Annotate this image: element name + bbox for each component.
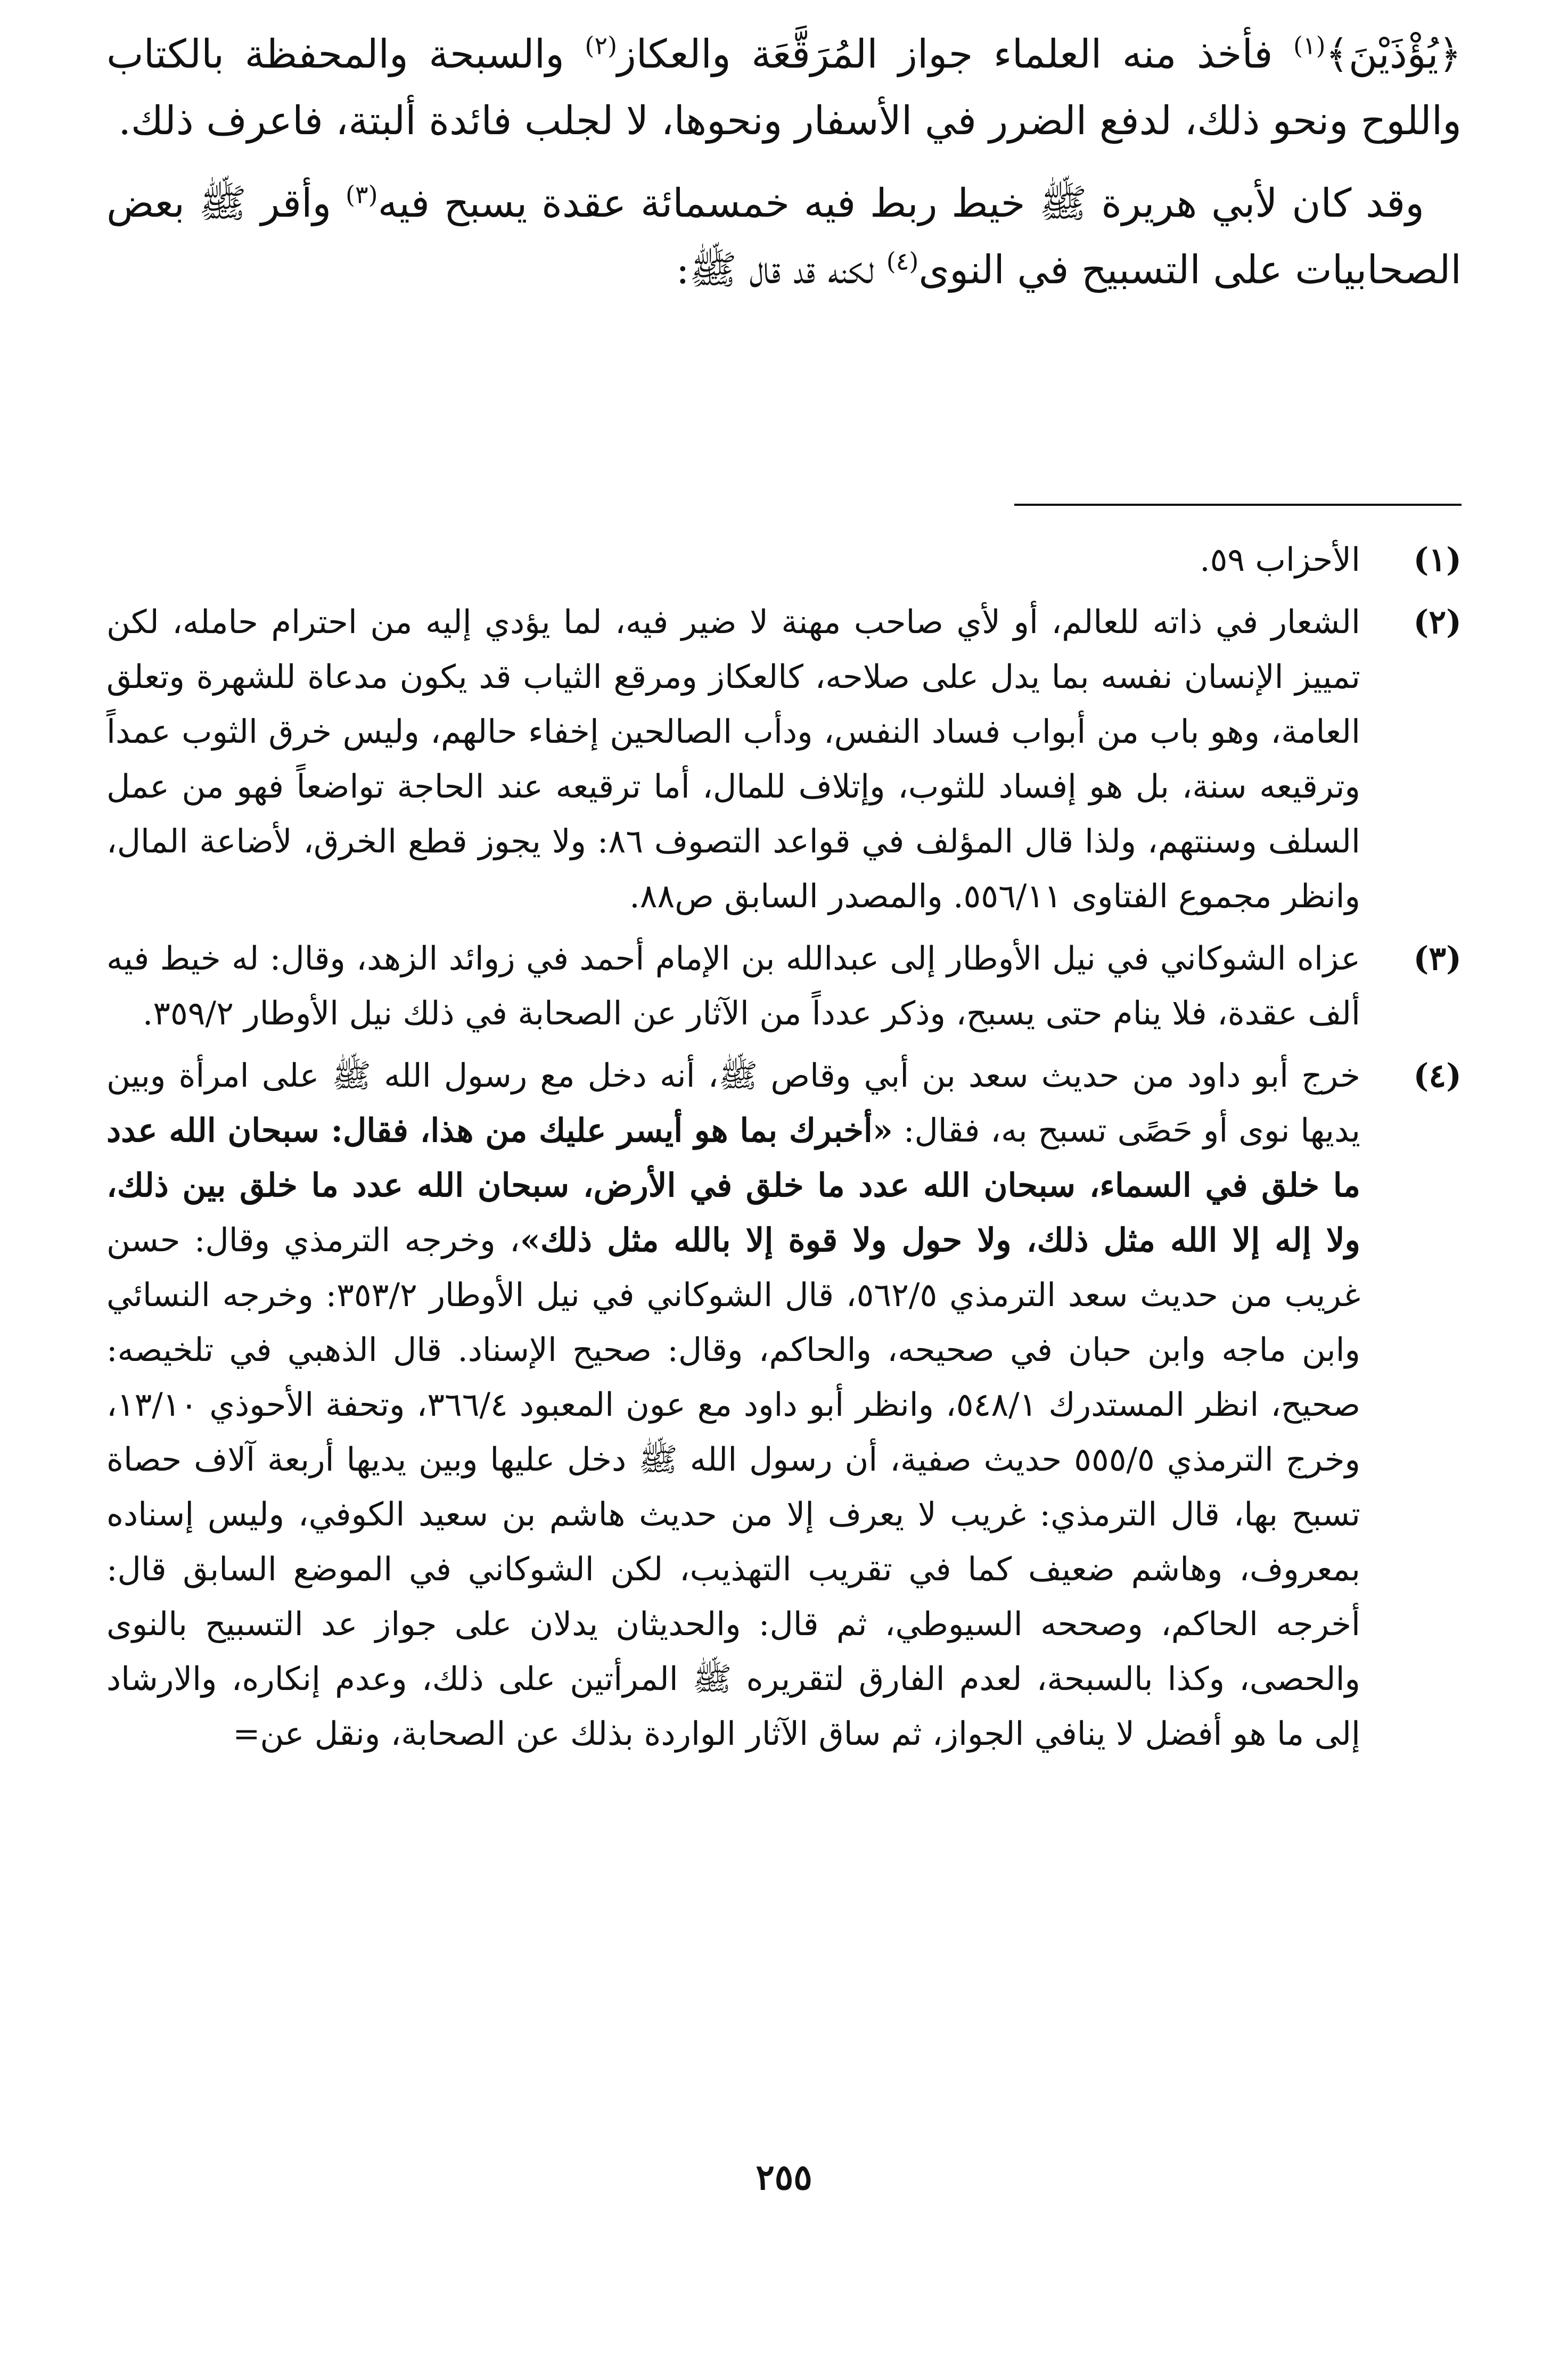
footnote-text-part: ، وخرجه الترمذي وقال: حسن غريب من حديث سعد الترمذي ٥٦٢/٥، قال الشوكاني في نيل الأوطار ٣٥٣/٢: وخرجه النسائي وابن ماجه وابن حبان في صحيحه، والحاكم، وقال: صحيح الإسناد. قال الذهبي في تلخيصه: صحيح، انظر المستدرك ٥٤٨/١، وانظر أبو داود مع عون المعبود ٣٦٦/٤، وتحفة الأحوذي ١٣/١٠، وخرج الترمذي ٥٥٥/٥ حديث صفية، أن رسول الله ﷺ دخل عليها وبين يديها أربعة آلاف حصاة تسبح بها، قال الترمذي: غريب لا يعرف إلا من حديث هاشم بن سعيد الكوفي، وليس إسناده بمعروف، وهاشم ضعيف كما في تقريب التهذيب، لكن الشوكاني في الموضع السابق قال: أخرجه الحاكم، وصححه السيوطي، ثم قال: والحديثان يدلان على جواز عد التسبيح بالنوى والحصى، وكذا بالسبحة، لعدم الفارق لتقريره ﷺ المرأتين على ذلك، وعدم إنكاره، والارشاد إلى ما هو أفضل لا ينافي الجواز، ثم ساق الآثار الواردة بذلك عن الصحابة، ونقل عن= <box>106 1221 1360 1753</box>
footnote <box>106 595 1462 924</box>
hadith-quote: «أخبرك بما هو أيسر عليك من هذا، فقال: سبحان الله عدد ما خلق في السماء، سبحان الله عدد ما خلق في الأرض، سبحان الله عدد ما خلق بين ذلك، ولا إله إلا الله مثل ذلك، ولا حول ولا قوة إلا بالله مثل ذلك» <box>106 1112 1361 1259</box>
paragraph <box>106 21 1462 154</box>
main-text <box>106 21 1462 303</box>
footnote-number: (٢) <box>1413 603 1462 641</box>
paragraph-text: لكنه قد قال ﷺ: <box>676 247 886 293</box>
paragraph-text: والسبحة والمحفظة بالكتاب واللوح ونحو ذلك، لدفع الضرر في الأسفار ونحوها، لا لجلب فائدة ألبتة، فاعرف ذلك. <box>106 31 1462 144</box>
footnote-text: عزاه الشوكاني في نيل الأوطار إلى عبدالله بن الإمام أحمد في زوائد الزهد، وقال: له خيط فيه ألف عقدة، فلا ينام حتى يسبح، وذكر عدداً من الآثار عن الصحابة في ذلك نيل الأوطار ٣٥٩/٢. <box>106 940 1360 1032</box>
footnotes <box>106 532 1462 1769</box>
footnote <box>106 1048 1462 1761</box>
footnote-text-part: خرج أبو داود من حديث سعد بن أبي وقاص ﷺ، أنه دخل مع رسول الله ﷺ على امرأة وبين يديها نوى أو حَصًى تسبح به، فقال: <box>106 1057 1360 1150</box>
footnote-text <box>106 1048 1360 1761</box>
footnote-divider <box>1014 504 1462 506</box>
footnote-ref[interactable]: (١) <box>1293 31 1326 60</box>
footnote-number: (٤) <box>1413 1057 1462 1095</box>
footnote-ref[interactable]: (٢) <box>585 31 618 60</box>
footnote-number: (٣) <box>1413 940 1462 978</box>
footnote <box>106 931 1462 1041</box>
page-number: ٢٥٥ <box>756 2156 812 2198</box>
paragraph <box>106 170 1462 303</box>
footnote <box>106 532 1462 587</box>
footnote-ref[interactable]: (٣) <box>345 180 378 209</box>
paragraph-text: وقد كان لأبي هريرة ﷺ خيط ربط فيه خمسمائة عقدة يسبح فيه <box>377 180 1424 226</box>
quran-quote: ﴿يُؤْذَيْنَ﴾ <box>1325 31 1462 77</box>
paragraph-text: وأقر ﷺ بعض الصحابيات على التسبيح في النوى <box>106 180 1462 293</box>
footnote-text: الأحزاب ٥٩. <box>1200 541 1360 579</box>
footnote-ref[interactable]: (٤) <box>886 247 919 276</box>
book-page <box>106 21 1462 2311</box>
footnote-text: الشعار في ذاته للعالم، أو لأي صاحب مهنة لا ضير فيه، لما يؤدي إليه من احترام حامله، لكن تمييز الإنسان نفسه بما يدل على صلاحه، كالعكاز ومرقع الثياب قد يكون مدعاة للشهرة وتعلق العامة، وهو باب من أبواب فساد النفس، ودأب الصالحين إخفاء حالهم، وليس خرق الثوب عمداً وترقيعه سنة، بل هو إفساد للثوب، وإتلاف للمال، أما ترقيعه عند الحاجة تواضعاً فهو من عمل السلف وسنتهم، ولذا قال المؤلف في قواعد التصوف ٨٦: ولا يجوز قطع الخرق، لأضاعة المال، وانظر مجموع الفتاوى ٥٥٦/١١. والمصدر السابق ص٨٨. <box>106 603 1360 915</box>
paragraph-text: فأخذ منه العلماء جواز المُرَقَّعَة والعكاز <box>617 31 1293 77</box>
footnote-number: (١) <box>1413 541 1462 579</box>
